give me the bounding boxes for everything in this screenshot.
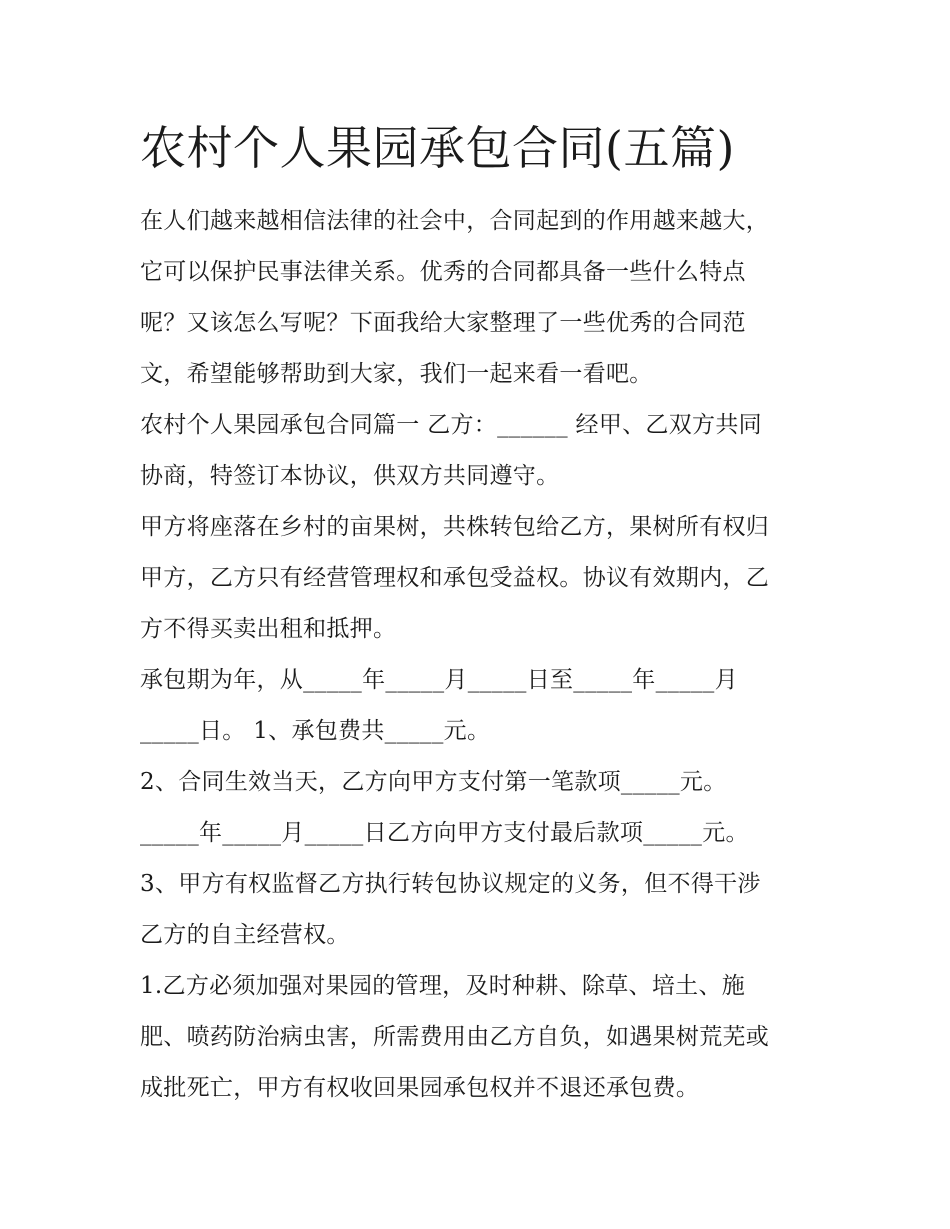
text-line: 肥、喷药防治病虫害，所需费用由乙方自负，如遇果树荒芜或 xyxy=(140,1024,770,1050)
supervision-paragraph xyxy=(140,859,820,961)
text-line: 3、甲方有权监督乙方执行转包协议规定的义务，但不得干涉 xyxy=(140,871,761,897)
text-line: 成批死亡，甲方有权收回果园承包权并不退还承包费。 xyxy=(140,1075,700,1101)
contract-term-paragraph xyxy=(140,655,820,757)
management-paragraph xyxy=(140,961,820,1114)
text-line: 甲方，乙方只有经营管理权和承包受益权。协议有效期内，乙 xyxy=(140,565,770,591)
text-line: _____日。 1、承包费共_____元。 xyxy=(140,718,491,744)
text-line: 呢？又该怎么写呢？下面我给大家整理了一些优秀的合同范 xyxy=(140,310,746,336)
text-line: 方不得买卖出租和抵押。 xyxy=(140,616,397,642)
text-line: 文，希望能够帮助到大家，我们一起来看一看吧。 xyxy=(140,361,653,387)
document-body xyxy=(140,112,820,1114)
document-title: 农村个人果园承包合同(五篇) xyxy=(140,121,735,175)
intro-paragraph xyxy=(140,196,820,400)
text-line: 2、合同生效当天，乙方向甲方支付第一笔款项_____元。 xyxy=(140,769,727,795)
text-line: 乙方的自主经营权。 xyxy=(140,922,350,948)
contract-heading-paragraph xyxy=(140,400,820,502)
text-line: 它可以保护民事法律关系。优秀的合同都具备一些什么特点 xyxy=(140,259,746,285)
text-line: 1.乙方必须加强对果园的管理，及时种耕、除草、培土、施 xyxy=(140,973,746,999)
text-line: _____年_____月_____日乙方向甲方支付最后款项_____元。 xyxy=(140,820,749,846)
orchard-transfer-paragraph xyxy=(140,502,820,655)
text-line: 协商，特签订本协议，供双方共同遵守。 xyxy=(140,463,560,489)
text-line: 甲方将座落在乡村的亩果树，共株转包给乙方，果树所有权归 xyxy=(140,514,770,540)
text-line: 农村个人果园承包合同篇一 乙方：______ 经甲、乙双方共同 xyxy=(140,412,762,438)
text-line: 在人们越来越相信法律的社会中，合同起到的作用越来越大， xyxy=(140,208,770,234)
text-line: 承包期为年，从_____年_____月_____日至_____年_____月 xyxy=(140,667,738,693)
payment-paragraph xyxy=(140,757,820,859)
